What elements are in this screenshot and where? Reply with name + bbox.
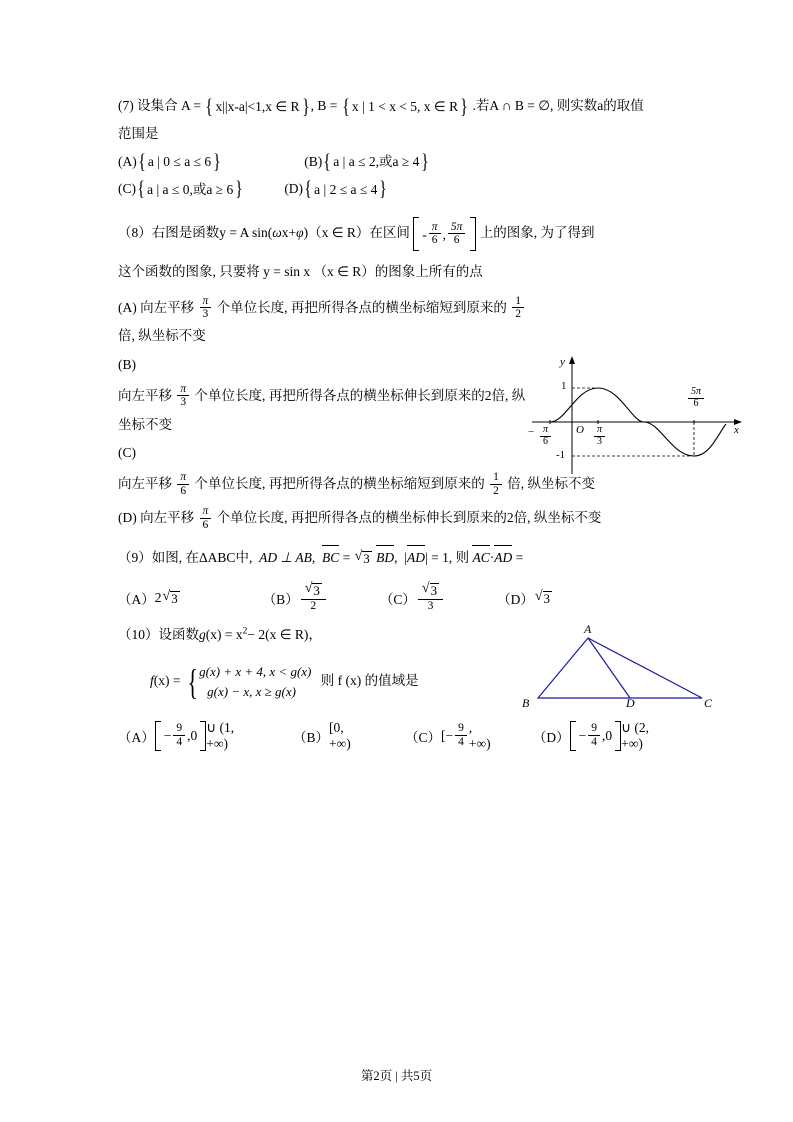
q9-option-c[interactable] (380, 583, 445, 613)
q8-interval (413, 217, 476, 251)
q10-option-a-label: （A） (118, 730, 155, 746)
radicand: 3 (430, 583, 438, 599)
q7-option-b[interactable] (304, 148, 430, 173)
q7-option-c-set (136, 176, 244, 201)
q10-option-a[interactable] (118, 720, 254, 752)
denominator: 6 (180, 484, 187, 497)
q8-fig-tick-minus: − (528, 426, 535, 438)
brace-right: } (213, 148, 221, 173)
q9-fig-label-b: B (522, 696, 530, 710)
q8-interval-minus: - (422, 226, 427, 242)
q7-option-a[interactable] (118, 148, 222, 173)
q8-option-b-tail: 坐标不变 (118, 416, 172, 432)
numerator: π (200, 505, 212, 518)
q8-option-d[interactable] (118, 504, 675, 532)
numerator: 9 (455, 722, 467, 735)
q9-stem-2: AD ⊥ AB, (259, 549, 316, 565)
q7-options-row-1 (118, 148, 675, 173)
brace-right: } (301, 93, 310, 118)
q10-option-c-frac (455, 722, 467, 748)
q8-option-b-frac (177, 383, 189, 409)
q9-option-b[interactable] (263, 583, 328, 613)
q8-stem-line1 (118, 217, 675, 251)
q8-phi: φ (296, 225, 304, 241)
q8-fig-tick-one: 1 (561, 380, 567, 392)
q8-option-a-mid: 个单位长度, 再把所得各点的横坐标缩短到原来的 (216, 299, 507, 315)
numerator: π (594, 425, 605, 437)
q9-fig-label-d: D (626, 696, 635, 710)
denominator: 3 (180, 396, 187, 409)
brace-left: { (138, 148, 146, 173)
q10-option-b-text: [0, +∞) (329, 720, 351, 752)
denominator: 4 (591, 735, 598, 748)
q9-stem-1: （9）如图, 在ΔABC中, (118, 549, 253, 565)
radical-sign: √ (304, 581, 313, 597)
q10-option-c-label: （C） (404, 730, 441, 746)
q9-fig-label-a: A (584, 622, 592, 636)
q9-eq1: = (342, 549, 351, 565)
q7-option-a-set (137, 148, 222, 173)
q9-abs-right: | (425, 549, 428, 565)
q9-option-b-label: （B） (262, 592, 299, 608)
q8-fig-tick-right (686, 388, 706, 411)
q10-g: g (199, 626, 206, 642)
denominator: 4 (176, 735, 183, 748)
q8-option-b-mid: 个单位长度, 再把所得各点的横坐标伸长到原来的2倍, 纵 (194, 388, 526, 404)
q10-option-d-inner (576, 721, 616, 751)
q9-eq3: = (515, 549, 524, 565)
denominator: 6 (693, 397, 699, 409)
brace-left: { (342, 93, 350, 118)
q9-fig-label-c: C (704, 696, 713, 710)
numerator (418, 582, 443, 600)
q10-option-d-union: ∪ (2, +∞) (621, 720, 650, 752)
q9-vector-ad: AD (407, 546, 425, 569)
numerator: 1 (512, 295, 524, 308)
q9-sqrt-3 (355, 550, 372, 567)
q8-stem-a: （8）右图是函数y = A sin( (118, 225, 273, 241)
q9-figure-triangle (520, 622, 740, 725)
q10-option-d-frac (588, 722, 600, 748)
q7-option-c-text: a | a ≤ 0,或a ≥ 6 (147, 181, 234, 197)
q10-option-a-union: ∪ (1, +∞) (206, 720, 235, 752)
radicand: 3 (543, 590, 551, 606)
brace-left: { (323, 148, 332, 173)
q7-stem-prefix: (7) 设集合 A = (118, 98, 201, 113)
q7-option-a-label: (A) (118, 153, 137, 169)
q9-dot: · (489, 549, 495, 565)
q8-fig-x-label: x (734, 424, 739, 436)
denominator: 2 (515, 308, 522, 321)
q9-vector-ac: AC (472, 546, 489, 569)
q10-option-c[interactable] (405, 720, 494, 752)
q8-fig-origin: O (576, 424, 584, 436)
q8-option-c-frac-1 (177, 471, 189, 497)
denominator: 6 (543, 435, 548, 447)
q9-option-d[interactable] (497, 588, 553, 608)
q10-tail: 则 f (x) 的值域是 (320, 673, 419, 689)
brace-left: { (205, 93, 214, 118)
q8-option-c-frac-2 (490, 471, 502, 497)
q8-option-c-pre: 向左平移 (118, 476, 172, 492)
numerator: 5π (448, 221, 466, 234)
denominator: 6 (453, 233, 460, 246)
q8-stem-b: x+ (281, 225, 297, 241)
q10-f-label: f (150, 673, 154, 689)
q9-option-d-sqrt (535, 590, 552, 607)
q10-piecewise (184, 662, 312, 702)
q7-option-c-label: (C) (118, 181, 136, 197)
q8-option-a-tail: 倍, 纵坐标不变 (118, 328, 206, 344)
denominator: 3 (202, 308, 209, 321)
numerator: 9 (588, 722, 600, 735)
q9-vector-bd: BD (376, 546, 394, 569)
q9-option-a-coef: 2 (154, 590, 162, 606)
question-7 (118, 95, 675, 199)
radical-sign: √ (354, 549, 363, 565)
q8-option-c-tail: 倍, 纵坐标不变 (507, 476, 596, 492)
q7-option-d[interactable] (284, 176, 388, 201)
denominator: 6 (431, 233, 438, 246)
q9-stem (118, 546, 675, 569)
q7-option-d-text: a | 2 ≤ a ≤ 4 (314, 181, 378, 197)
q7-option-c[interactable] (118, 176, 244, 201)
numerator: 9 (173, 722, 185, 735)
numerator: π (177, 383, 189, 396)
q8-option-d-pre: (D) 向左平移 (118, 510, 195, 526)
q10-case-1: g(x) + x + 4, x < g(x) (199, 663, 312, 679)
radical-sign: √ (534, 588, 543, 604)
brace-right: } (235, 176, 244, 201)
radicand: 3 (171, 590, 178, 606)
q8-stem-d: 上的图象, 为了得到 (479, 225, 595, 241)
q10-stem-3: − 2(x ∈ R)， (247, 626, 322, 642)
sine-graph-svg (520, 352, 750, 502)
q10-option-d-rest: ,0 (602, 728, 613, 744)
q9-comma: , (394, 549, 398, 565)
denominator: 3 (427, 600, 434, 613)
numerator: π (540, 425, 551, 437)
q8-interval-frac-2 (448, 221, 466, 247)
q8-option-c-label: (C) (118, 445, 136, 461)
q8-option-a[interactable] (118, 294, 675, 322)
q8-option-a-frac-2 (512, 295, 524, 321)
radical-sign: √ (421, 581, 430, 597)
denominator: 2 (493, 484, 499, 497)
brace-right: } (421, 148, 430, 173)
q9-option-a[interactable] (118, 588, 181, 608)
q7-set-a-body: x||x-a|<1,x ∈ R (215, 99, 300, 115)
brace-left: { (187, 661, 198, 702)
q10-option-c-pre: [− (440, 728, 454, 744)
q8-stem-c: )（x ∈ R）在区间 (303, 225, 410, 241)
q8-option-a-frac-1 (200, 295, 212, 321)
q10-option-a-frac (173, 722, 185, 748)
q8-option-a-pre: (A) 向左平移 (118, 299, 195, 315)
q7-options-row-2 (118, 176, 675, 201)
denominator: 3 (597, 435, 602, 447)
q8-option-c-mid: 个单位长度, 再把所得各点的横坐标缩短到原来的 (194, 476, 485, 492)
radicand: 3 (363, 551, 370, 567)
page-footer: 第2页 | 共5页 (360, 1069, 433, 1083)
q8-option-b-label: (B) (118, 356, 136, 372)
q9-option-c-label: （C） (379, 592, 416, 608)
denominator: 2 (310, 600, 317, 613)
numerator: π (200, 295, 212, 308)
q9-option-d-label: （D） (497, 592, 534, 608)
q8-option-d-mid: 个单位长度, 再把所得各点的横坐标伸长到原来的2倍, 纵坐标不变 (216, 510, 602, 526)
q9-vector-bc: BC (322, 546, 339, 569)
q9-abs-left: | (404, 549, 407, 565)
q10-option-d-label: （D） (532, 730, 570, 746)
q7-option-b-label: (B) (304, 153, 323, 169)
q9-eq2: = 1, 则 (431, 549, 470, 565)
q7-option-b-set (322, 148, 430, 173)
brace-right: } (379, 176, 388, 201)
q7-set-b-body: x | 1 < x < 5, x ∈ R (351, 99, 459, 115)
q10-stem-2: (x) = x (205, 626, 243, 642)
q8-figure-sine-graph (520, 352, 750, 502)
bracket-right (470, 217, 476, 251)
denominator: 6 (202, 518, 209, 531)
q10-option-a-rest: ,0 (187, 728, 198, 744)
q10-option-a-interval (155, 721, 207, 751)
q7-option-a-text: a | 0 ≤ a ≤ 6 (147, 153, 212, 169)
numerator: π (177, 471, 189, 484)
q10-option-b[interactable] (293, 720, 366, 752)
q9-option-b-frac (301, 582, 326, 612)
radicand: 3 (313, 583, 320, 599)
q10-option-d-minus: − (578, 728, 587, 744)
numerator: 1 (490, 471, 502, 484)
q7-option-d-label: (D) (284, 181, 304, 197)
q8-fig-tick-mid (592, 426, 607, 449)
q9-option-a-sqrt (163, 590, 180, 607)
q7-stem-line1 (118, 95, 675, 117)
q10-f-eq: (x) = (153, 673, 181, 689)
numerator (301, 582, 326, 600)
q10-sup-2: 2 (242, 626, 248, 637)
q8-fig-y-label: y (560, 356, 565, 368)
q8-stem-line2: 这个函数的图象, 只要将 y = sin x （x ∈ R）的图象上所有的点 (118, 264, 483, 280)
q10-option-a-minus: − (163, 728, 172, 744)
q7-option-b-text: a | a ≤ 2,或a ≥ 4 (333, 153, 420, 169)
q7-set-b (341, 93, 469, 118)
numerator: 5π (688, 387, 704, 399)
q10-stem-1: （10）设函数 (118, 626, 199, 642)
q7-option-d-set (303, 176, 388, 201)
q7-setb-label: B = (317, 98, 338, 113)
q8-option-b-pre: 向左平移 (118, 388, 172, 404)
q10-option-c-post: , +∞) (468, 720, 491, 752)
q9-vector-ad-2: AD (494, 546, 512, 569)
q8-interval-inner (419, 217, 470, 251)
brace-left: { (137, 176, 145, 201)
q10-option-b-label: （B） (293, 730, 330, 746)
q10-option-a-inner (161, 721, 201, 751)
q8-fig-tick-neg-one: -1 (556, 449, 566, 461)
q7-stem-line2: 范围是 (118, 126, 159, 142)
q7-stem-tail: .若A ∩ B = ∅, 则实数a的取值 (472, 98, 644, 113)
q8-omega: ω (272, 225, 282, 241)
brace-left: { (304, 176, 312, 201)
numerator: π (429, 221, 441, 234)
denominator: 4 (458, 735, 464, 748)
q7-comma: , (310, 98, 315, 113)
radical-sign: √ (162, 588, 171, 604)
q9-option-c-frac (418, 582, 443, 612)
q10-option-d-interval (570, 721, 622, 751)
q8-fig-tick-left (538, 426, 553, 449)
q10-case-2: g(x) − x, x ≥ g(x) (207, 684, 296, 699)
brace-right: } (460, 93, 468, 118)
question-9 (118, 546, 675, 614)
q8-interval-frac-1 (429, 221, 441, 247)
q9-options-row (118, 583, 675, 613)
q8-interval-comma: , (442, 226, 446, 242)
q9-option-a-label: （A） (118, 592, 155, 608)
q10-cases (199, 662, 311, 702)
q8-option-d-frac (200, 505, 212, 531)
q7-set-a (204, 93, 310, 118)
